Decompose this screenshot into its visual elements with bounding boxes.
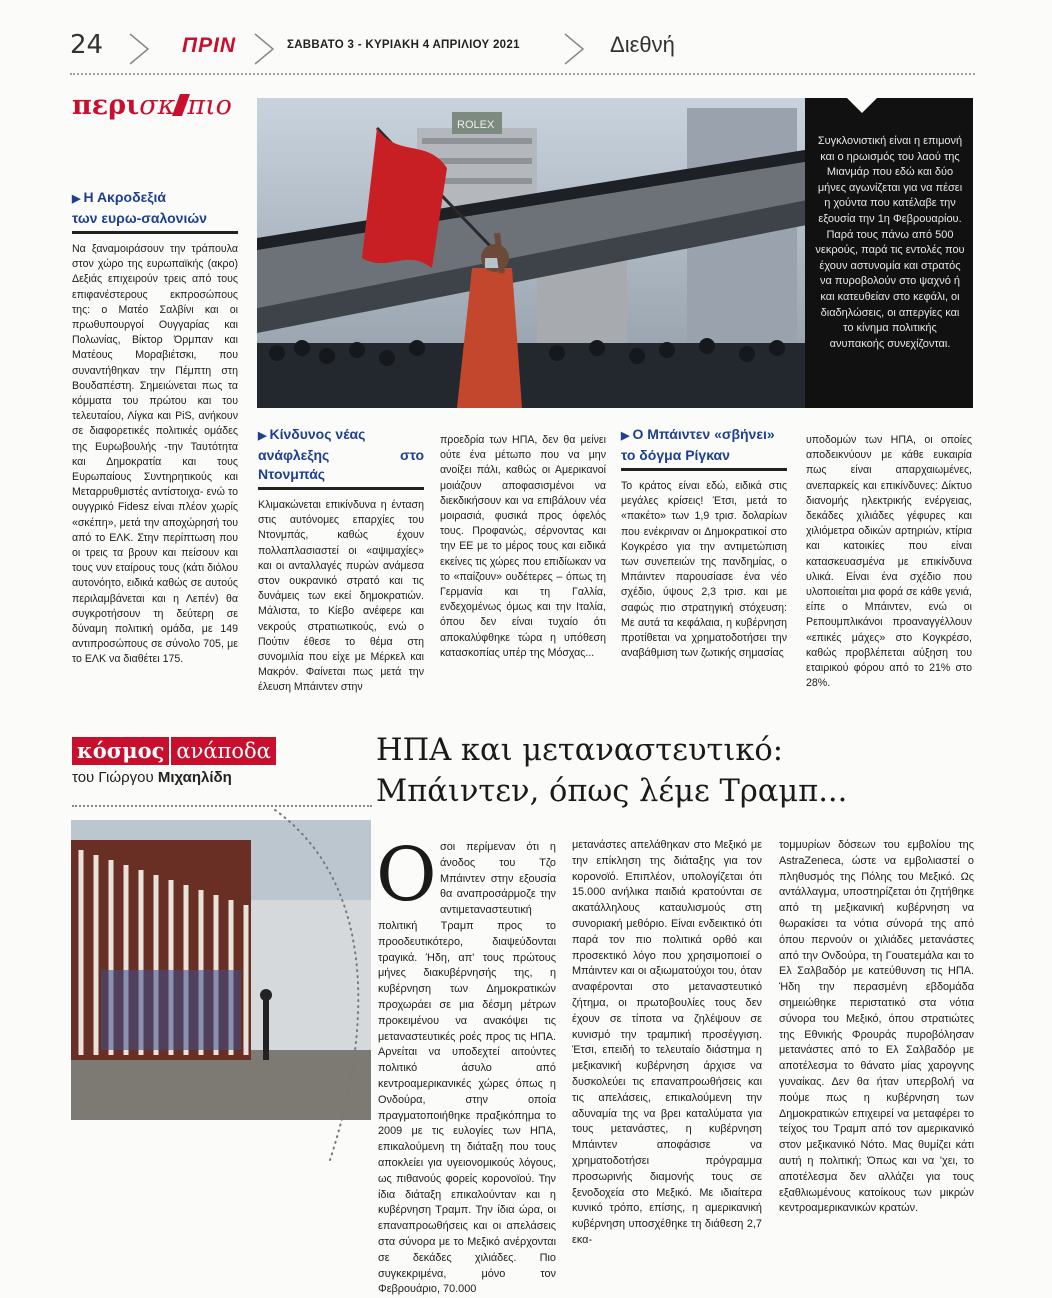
article-reagan [621, 425, 787, 661]
headline-rule [258, 487, 424, 490]
section-name: Διεθνή [610, 32, 675, 57]
article-body: Κλιμακώνεται επικίνδυνα η ένταση στις αυτόνομες επαρχίες του Ντονμπάς, καθώς έχουν πολλαπλασιαστεί οι «αψιμαχίες» και οι ανταλλαγές πυρών ανάμεσα στον ουκρανικό στρατό και τις δυνάμεις των εκεί δημοκρατιών. Μάλιστα, το Κίεβο ανέφερε και νεκρούς στρατιωτικούς, ενώ ο Πούτιν έθεσε το θέμα στη συνομιλία που είχε με Μέρκελ και Μακρόν. Φαίνεται πως μετά την έλευση Μπάιντεν στην [258, 499, 424, 694]
kosmos-article-col2: μετανάστες απελάθηκαν στο Μεξικό με την επίκληση της διάταξης για τον κορονοϊό. Επιπλέον, υπολογίζεται ότι 15.000 ανήλικα παιδιά κρατούνται σε ακατάλληλους καταυλισμούς στη συνοριακή μεθόριο. Είναι ενδεικτικό ότι παρά τον πιο πολιτικά ορθό και προσεκτικό λόγο που χρησιμοποιεί ο Μπάιντεν και οι αξιωματούχοι του, όταν αναφέρονται στο μεταναστευτικό ζήτημα, οι πρωτοβουλίες τους δεν έχουν σε τίποτα να ζηλέψουν σε κυνισμό την τραμπική προσέγγιση. Έτσι, επειδή το τελευταίο διάστημα η μεξικανική κυβέρνηση άρχισε να δυσκολεύει τις επαναπροωθήσεις και τις απελάσεις, επικαλούμενη την αδυναμία της να βρει καταλύματα για τους μετανάστες, η κυβέρνηση Μπάιντεν αποφάσισε να χρηματοδοτήσει πρόγραμμα προσωρινής διαμονής τους σε ξενοδοχεία στο Μεξικό. Με ιδιαίτερα κυνικό τρόπο, επίσης, η αμερικανική κυβέρνηση υποσχέθηκε τη διάθεση 2,7 εκα- [572, 839, 762, 1246]
page-number: 24 [70, 30, 104, 60]
chevron-right-icon [128, 32, 150, 66]
headline: ▶ Ο Μπάιντεν «σβήνει» το δόγμα Ρίγκαν [621, 426, 775, 463]
article-body: υποδομών των ΗΠΑ, οι οποίες αποδεικνύουν με κάθε ευκαιρία πως είναι απαρχαιωμένες, ανεπαρκείς και επικίνδυνες: Δίκτυο διανομής ηλεκτρικής ενέργειας, δεκάδες χιλιάδες γέφυρες και χιλιόμετρα οδικών αρτηριών, κτίρια και κατοικίες που είναι κατασκευασμένα με επικίνδυνα υλικά. Είναι ένα σχέδιο που υλοποιείται μια φορά σε κάθε γενιά, είπε ο Μπάιντεν, ενώ οι Ρεπουμπλικάνοι προαναγγέλλουν «επικές μάχες» στο Κογκρέσο, καθώς προβλέπεται αύξηση του εταιρικού φόρου από το 21% στο 28%. [806, 434, 972, 690]
kosmos-article-col1: σοι περίμεναν ότι η άνοδος του Τζο Μπάιντεν στην εξουσία θα αναπροσάρμοζε την αντιμεταναστευτική πολιτική Τραμπ προς το προοδευτικότερο, διαψεύδονται τραγικά. Ήδη, απ' τους πρώτους μήνες διακυβέρνησής της, η κυβέρνηση των Δημοκρατικών προχωράει σε μια δέσμη μέτρων προκειμένου να ανακόψει τις μεταναστευτικές ροές προς τις ΗΠΑ. Αρνείται να υποδεχτεί αιτούντες πολιτικό άσυλο από κεντροαμερικανικές χώρες όπως η Ονδούρα, στην οποία πραγματοποιήθηκε πραξικόπημα το 2009 με τις ευλογίες των ΗΠΑ, επικαλούμενη τη διάταξη που τους αποκλείει για υγειονομικούς λόγους, ως πιθανούς φορείς κορονοϊού. Την ίδια διάταξη επικαλούνταν και η κυβέρνηση Τραμπ. Την ίδια ώρα, οι επαναπροωθήσεις και οι απελάσεις στα σύνορα με το Μεξικό ανέρχονται σε δεκάδες χιλιάδες. Πιο συγκεκριμένα, μόνο τον Φεβρουάριο, 70.000 [378, 841, 556, 1296]
headline-rule [72, 231, 238, 234]
page-header [70, 30, 975, 70]
periskopio-logo: περισκ πιο [72, 90, 232, 121]
article-reagan-continued [806, 433, 972, 691]
article-body: προεδρία των ΗΠΑ, δεν θα μείνει ούτε ένα μέτωπο που να μην ανοίξει πάλι, καθώς οι Αμερικανοί μοιάζουν αποφασισμένοι να διεκδικήσουν και να επιβάλουν νέα μοιρασιά, φυσικά προς όφελός τους. Προφανώς, σέρνοντας και την ΕΕ με το μέρος τους και ειδικά εκείνες τις χώρες που επιδίωκαν να το «παίζουν» ουδέτερες – όπως τη Γερμανία και τη Γαλλία, ενδεχομένως όμως και την Ιταλία, όπου δεν είναι τυχαίο ότι αποκαλύφθηκε τώρα η υπόθεση κατασκοπίας υπέρ της Μόσχας... [440, 434, 606, 659]
triangle-icon: ▶ [72, 193, 81, 205]
kosmos-anapoda-logo: κόσμος ανάποδα [72, 737, 276, 767]
rolex-sign: ROLEX [457, 119, 495, 131]
headline-rule [621, 468, 787, 471]
article-body: Να ξαναμοιράσουν την τράπουλα στον χώρο της ευρωπαϊκής (ακρο) Δεξιάς επιχειρούν τρεις από τους επιφανέστερους εκπροσώπους της: ο Ματέο Σαλβίνι και οι πρωθυπουργοί Ουγγαρίας και Πολωνίας, Βίκτορ Όρμπαν και Ματέους Μοραβιέτσκι, που συναντήθηκαν την Πέμπτη στη Βουδαπέστη. Σημειώνεται πως τα κόμματα του πρώτου και του τελευταίου, Λίγκα και PiS, ανήκουν σε διαφορετικές πολιτικές ομάδες της Ευρωβουλής -την Ταυτότητα και Δημοκρατία και τους Ευρωπαίους Συντηρητικούς και Μεταρρυθμιστές αντίστοιχα- ενώ το ουγγρικό Fidesz είναι πλέον χωρίς «σκέπη», μετά την αποχώρησή του από το ΕΛΚ. Στην περίπτωση που οι τρεις τα βρουν και πείσουν και τους νυν εταίρους τους (κάτι διόλου αυτονόητο, ειδικά καθώς σε αυτούς περιλαμβάνεται και η Λεπέν) θα συγκροτήσουν τη δεύτερη σε δύναμη πολιτική ομάδα, με 149 αντιπροσώπους σε σύνολο 705, με το ΕΛΚ να διαθέτει 175. [72, 243, 238, 666]
article-akrodexia [72, 188, 238, 668]
dotted-arc-decoration [270, 805, 390, 1165]
photo-caption: Συγκλονιστική είναι η επιμονή και ο ηρωισμός του λαού της Μιανμάρ που εδώ και δύο μήνες αγωνίζεται για να πέσει η χούντα που κατέλαβε την εξουσία την 1η Φεβρουαρίου. Παρά τους πάνω από 500 νεκρούς, παρά τις εντολές που έχουν αστυνομία και στρατός να πυροβολούν στο ψαχνό ή και κατευθείαν στο κεφάλι, οι διαδηλώσεις, οι απεργίες και το κίνημα πολιτικής ανυπακοής συνεχίζονται. [805, 98, 973, 408]
chevron-right-icon [563, 32, 585, 66]
issue-date: ΣΑΒΒΑΤΟ 3 - ΚΥΡΙΑΚΗ 4 ΑΠΡΙΛΙΟΥ 2021 [287, 39, 520, 51]
caption-notch [847, 98, 877, 113]
header-divider [70, 73, 975, 75]
article-donbas-continued [440, 433, 606, 661]
headline: ▶ Κίνδυνος νέας ανάφλεξης στο Ντονμπάς [258, 426, 424, 482]
headline: ▶ Η Ακροδεξιά των ευρω-σαλονιών [72, 189, 207, 226]
article-body: Το κράτος είναι εδώ, ειδικά στις μεγάλες κρίσεις! Έτσι, μετά το «πακέτο» των 1,9 τρισ. δολαρίων που ενέκριναν οι Δημοκρατικοί στο Κογκρέσο για την αντιμετώπιση των συνεπειών της πανδημίας, ο Μπάιντεν παρουσίασε ένα νέο σχέδιο, ύψους 2,3 τρισ. και με σαφώς πιο στρατηγική στόχευση: Με αυτά τα κεφάλαια, η κυβέρνηση προτίθεται να χρηματοδοτήσει την αναβάθμιση των ζωτικής σημασίας [621, 480, 787, 660]
drop-cap: Ο [376, 832, 437, 918]
triangle-icon: ▶ [621, 430, 630, 442]
chevron-right-icon [253, 32, 275, 66]
newspaper-name: ΠΡΙΝ [182, 34, 237, 57]
byline: του Γιώργου Μιχαηλίδη [72, 769, 232, 786]
kosmos-article-col3: τομμυρίων δόσεων του εμβολίου της AstraZeneca, ώστε να εμβολιαστεί ο πληθυσμός της Πόλης του Μεξικό. Ως αντάλλαγμα, υποστηρίζεται ότι ζητήθηκε από τη μεξικανική κυβέρνηση να θωρακίσει τα νότια σύνορά της από όπου περνούν οι χιλιάδες μετανάστες από την Ονδούρα, τη Γουατεμάλα και το Ελ Σαλβαδόρ με κατεύθυνση τις ΗΠΑ. Ήδη την περασμένη εβδομάδα σημειώθηκε περιστατικό στα νότια σύνορα του Μεξικό, όπου στρατιώτες της Εθνικής Φρουράς πυροβόλησαν μετανάστες από το Ελ Σαλβαδόρ με αποτέλεσμα το θάνατο μίας χαρογνης γυναίκας. Δεν θα ήταν υπερβολή να πούμε πως η κυβέρνηση των Δημοκρατικών επιχειρεί να μεταφέρει το τείχος του Τραμπ από τον αμερικανικό στον μεξικανικό Νότο. Μας θυμίζει κάτι αυτή η πολιτική; Όπως και να 'χει, το αποτέλεσμα δεν αλλάζει για τους εξαθλιωμένους κατοίκους των μικρών κεντροαμερικανικών κρατών. [779, 839, 974, 1215]
article-donbas [258, 425, 424, 696]
article-title: ΗΠΑ και μεταναστευτικό: Μπάιντεν, όπως λέμε Τραμπ... [376, 733, 848, 809]
triangle-icon: ▶ [258, 430, 267, 442]
